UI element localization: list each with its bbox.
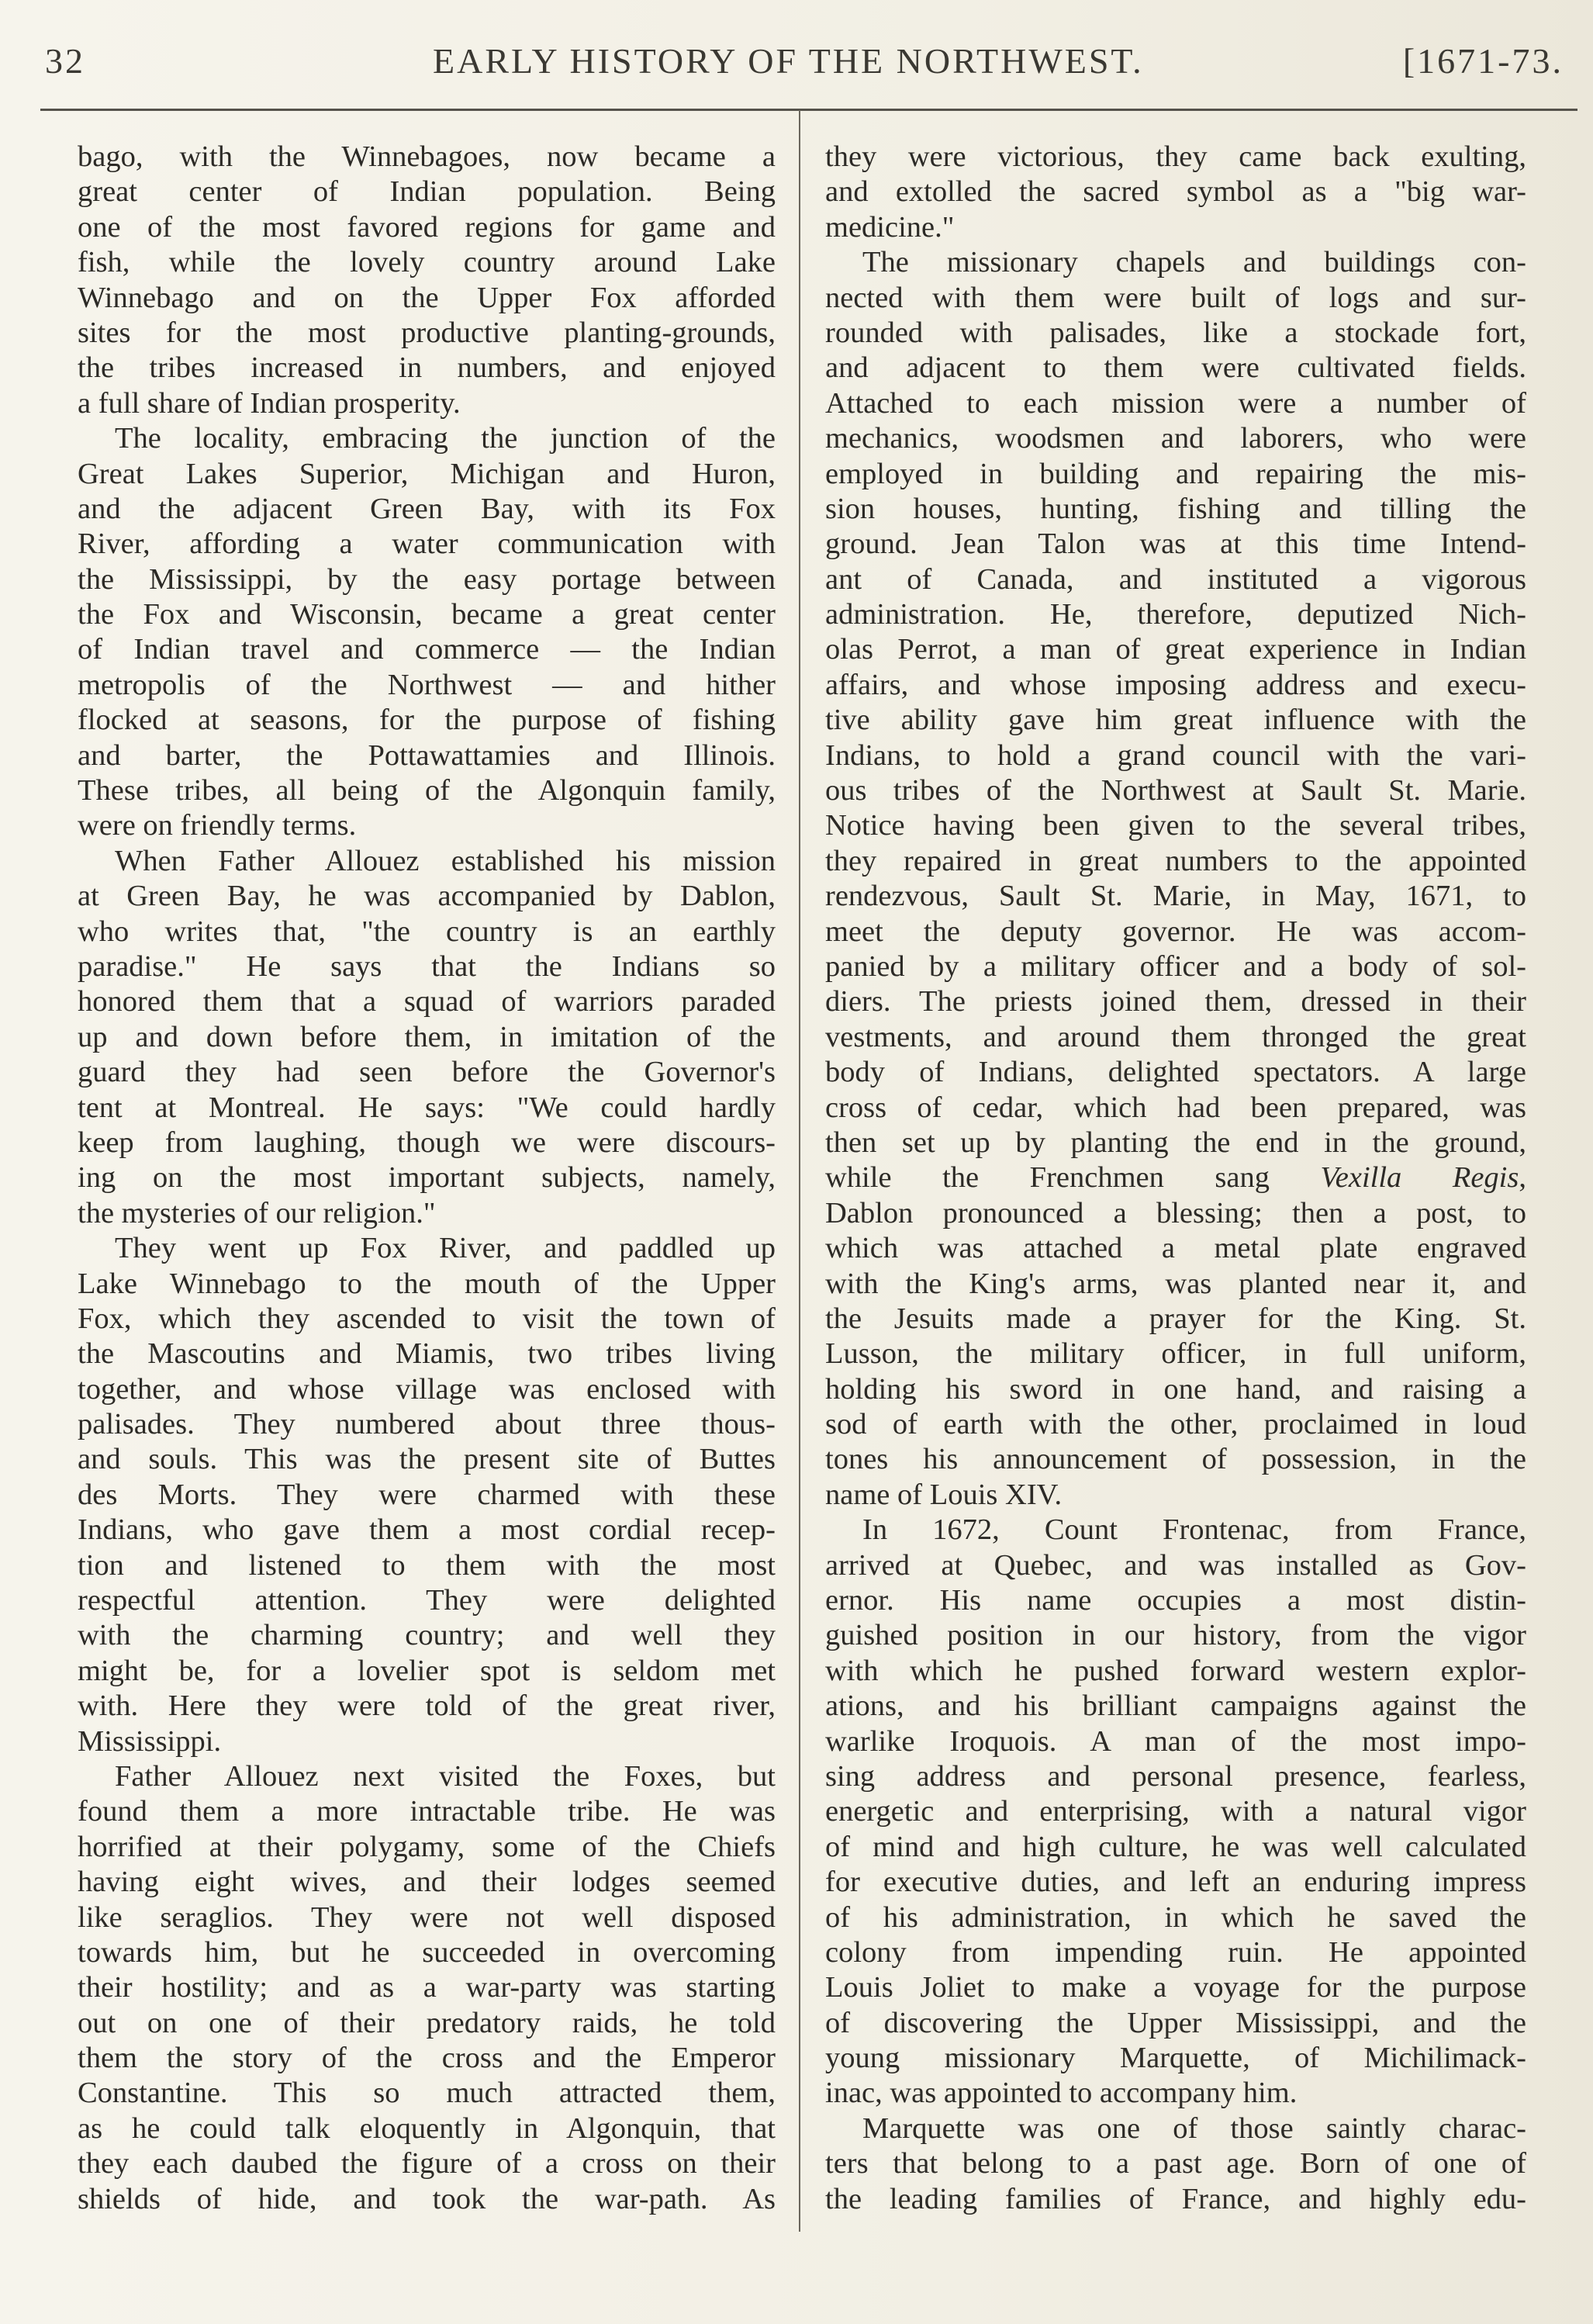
text-line: respectful attention. They were delighted	[78, 1584, 776, 1617]
text-line: they repaired in great numbers to the appointed	[825, 844, 1526, 877]
text-line: of Indian travel and commerce — the Indian	[78, 633, 776, 666]
text-line: tive ability gave him great influence with the	[825, 704, 1526, 737]
text-line: Mississippi.	[78, 1724, 222, 1758]
text-line: ant of Canada, and instituted a vigorous	[825, 562, 1526, 596]
text-line: as he could talk eloquently in Algonquin, that	[78, 2111, 776, 2145]
text-line: affairs, and whose imposing address and execu-	[825, 668, 1526, 701]
text-line: the leading families of France, and highly edu-	[825, 2182, 1526, 2215]
text-line: of mind and high culture, he was well calculated	[825, 1830, 1526, 1863]
text-line: inac, was appointed to accompany him.	[825, 2077, 1298, 2110]
text-line: up and down before them, in imitation of the	[78, 1020, 776, 1053]
text-line: which was attached a metal plate engraved	[825, 1232, 1526, 1265]
text-line: Winnebago and on the Upper Fox afforded	[78, 281, 776, 314]
text-line: sites for the most productive planting-grounds,	[78, 316, 776, 349]
text-line: of his administration, in which he saved the	[825, 1900, 1526, 1934]
text-line: the Mascoutins and Miamis, two tribes living	[78, 1337, 776, 1371]
text-line: bago, with the Winnebagoes, now became a	[78, 140, 776, 173]
text-line: ernor. His name occupies a most distin-	[825, 1584, 1526, 1617]
text-line: with which he pushed forward western explor-	[825, 1654, 1526, 1687]
text-line: tones his announcement of possession, in the	[825, 1443, 1526, 1476]
text-line: rendezvous, Sault St. Marie, in May, 1671, to	[825, 880, 1526, 913]
text-line: diers. The priests joined them, dressed in their	[825, 985, 1526, 1018]
text-line: rounded with palisades, like a stockade fort,	[825, 316, 1526, 349]
text-line: with the King's arms, was planted near it, and	[825, 1267, 1526, 1300]
text-line: paradise." He says that the Indians so	[78, 949, 776, 983]
text-line: medicine."	[825, 210, 955, 244]
text-line: nected with them were built of logs and sur-	[825, 281, 1526, 314]
text-line: and souls. This was the present site of Buttes	[78, 1443, 776, 1476]
text-line: Lake Winnebago to the mouth of the Upper	[78, 1267, 776, 1300]
text-line: keep from laughing, though we were discours-	[78, 1126, 776, 1159]
text-line: employed in building and repairing the mis-	[825, 457, 1526, 490]
text-line: a full share of Indian prosperity.	[78, 386, 461, 420]
text-line: Attached to each mission were a number of	[825, 386, 1526, 420]
text-line: name of Louis XIV.	[825, 1478, 1063, 1511]
text-line: them the story of the cross and the Emperor	[78, 2042, 776, 2075]
text-line: of discovering the Upper Mississippi, and the	[825, 2006, 1526, 2039]
text-line: flocked at seasons, for the purpose of fishing	[78, 704, 776, 737]
text-line: the Mississippi, by the easy portage between	[78, 562, 776, 596]
text-line: Marquette was one of those saintly charac-	[862, 2111, 1526, 2145]
year-range: [1671-73.	[1402, 41, 1564, 81]
text-line: ing on the most important subjects, namely,	[78, 1161, 776, 1195]
text-line: ations, and his brilliant campaigns against the	[825, 1689, 1526, 1723]
running-title: EARLY HISTORY OF THE NORTHWEST.	[433, 41, 1144, 81]
text-line: having eight wives, and their lodges seemed	[78, 1866, 776, 1899]
text-line: Indians, to hold a grand council with the vari-	[825, 738, 1526, 772]
text-line: Father Allouez next visited the Foxes, but	[115, 1759, 776, 1793]
text-line: Louis Joliet to make a voyage for the purpose	[825, 1971, 1526, 2004]
text-line: The locality, embracing the junction of the	[115, 422, 776, 455]
page-number: 32	[45, 41, 85, 81]
text-line: ground. Jean Talon was at this time Intend-	[825, 527, 1526, 561]
text-line: These tribes, all being of the Algonquin family,	[78, 774, 776, 808]
text-line: The missionary chapels and buildings con-	[862, 246, 1526, 279]
text-line: ters that belong to a past age. Born of one of	[825, 2147, 1526, 2180]
header-rule	[40, 109, 1577, 111]
text-line: then set up by planting the end in the ground,	[825, 1126, 1526, 1159]
text-line: warlike Iroquois. A man of the most impo-	[825, 1724, 1526, 1758]
text-line: colony from impending ruin. He appointed	[825, 1935, 1526, 1969]
text-line: like seraglios. They were not well disposed	[78, 1900, 776, 1934]
text-line: who writes that, "the country is an earthly	[78, 915, 776, 948]
text-line: shields of hide, and took the war-path. As	[78, 2182, 776, 2215]
text-line: meet the deputy governor. He was accom-	[825, 915, 1526, 948]
left-column	[78, 140, 776, 2217]
text-line: des Morts. They were charmed with these	[78, 1478, 776, 1511]
column-divider	[799, 110, 800, 2232]
text-line: and the adjacent Green Bay, with its Fox	[78, 492, 776, 525]
right-column	[825, 140, 1526, 2217]
text-line: Indians, who gave them a most cordial recep-	[78, 1513, 776, 1547]
text-line: Lusson, the military officer, in full uniform,	[825, 1337, 1526, 1371]
text-line: mechanics, woodsmen and laborers, who were	[825, 422, 1526, 455]
text-line: holding his sword in one hand, and raising a	[825, 1372, 1526, 1406]
text-line: sion houses, hunting, fishing and tilling the	[825, 492, 1526, 525]
text-line: palisades. They numbered about three thous-	[78, 1408, 776, 1441]
text-line: River, affording a water communication with	[78, 527, 776, 561]
text-line: Constantine. This so much attracted them,	[78, 2077, 776, 2110]
text-line: Dablon pronounced a blessing; then a post, to	[825, 1196, 1526, 1229]
text-line: tent at Montreal. He says: "We could hardly	[78, 1091, 776, 1124]
running-header	[45, 34, 1564, 82]
text-line: cross of cedar, which had been prepared, was	[825, 1091, 1526, 1124]
text-line: sod of earth with the other, proclaimed in loud	[825, 1408, 1526, 1441]
text-line: and barter, the Pottawattamies and Illinois.	[78, 738, 776, 772]
text-line: sing address and personal presence, fearless,	[825, 1759, 1526, 1793]
text-line: together, and whose village was enclosed with	[78, 1372, 776, 1406]
text-line: metropolis of the Northwest — and hither	[78, 668, 776, 701]
text-line: ous tribes of the Northwest at Sault St. Marie.	[825, 774, 1526, 808]
text-line: tion and listened to them with the most	[78, 1548, 776, 1582]
text-line: vestments, and around them thronged the great	[825, 1020, 1526, 1053]
song-title: Vexilla Regis	[1320, 1161, 1519, 1195]
text-line: olas Perrot, a man of great experience in Indian	[825, 633, 1526, 666]
text-line: fish, while the lovely country around Lake	[78, 246, 776, 279]
text-line: might be, for a lovelier spot is seldom met	[78, 1654, 776, 1687]
text-line: with the charming country; and well they	[78, 1619, 776, 1652]
text-line: horrified at their polygamy, some of the Chiefs	[78, 1830, 776, 1863]
text-line: administration. He, therefore, deputized Nich-	[825, 598, 1526, 631]
text-line: while the Frenchmen sang Vexilla Regis,	[825, 1161, 1526, 1195]
text-line: at Green Bay, he was accompanied by Dablon,	[78, 880, 776, 913]
text-line: guished position in our history, from the vigor	[825, 1619, 1526, 1652]
text-line: they were victorious, they came back exulting,	[825, 140, 1526, 173]
text-line: the tribes increased in numbers, and enjoyed	[78, 351, 776, 385]
text-line: guard they had seen before the Governor's	[78, 1056, 776, 1089]
text-line: their hostility; and as a war-party was starting	[78, 1971, 776, 2004]
text-line: towards him, but he succeeded in overcoming	[78, 1935, 776, 1969]
text-line: the mysteries of our religion."	[78, 1196, 436, 1229]
text-line: young missionary Marquette, of Michilimack-	[825, 2042, 1526, 2075]
text-line: Great Lakes Superior, Michigan and Huron,	[78, 457, 776, 490]
text-line: found them a more intractable tribe. He was	[78, 1795, 776, 1828]
text-line: arrived at Quebec, and was installed as Gov-	[825, 1548, 1526, 1582]
text-line: the Jesuits made a prayer for the King. St.	[825, 1302, 1526, 1335]
text-line: panied by a military officer and a body of sol-	[825, 949, 1526, 983]
text-line: When Father Allouez established his mission	[115, 844, 776, 877]
text-line: and adjacent to them were cultivated fields.	[825, 351, 1526, 385]
text-line: Fox, which they ascended to visit the town of	[78, 1302, 776, 1335]
text-line: They went up Fox River, and paddled up	[115, 1232, 776, 1265]
text-line: body of Indians, delighted spectators. A large	[825, 1056, 1526, 1089]
text-line: and extolled the sacred symbol as a "big war-	[825, 175, 1526, 209]
text-line: one of the most favored regions for game and	[78, 210, 776, 244]
text-line: with. Here they were told of the great river,	[78, 1689, 776, 1723]
text-line: out on one of their predatory raids, he told	[78, 2006, 776, 2039]
text-line: energetic and enterprising, with a natural vigor	[825, 1795, 1526, 1828]
text-line: Notice having been given to the several tribes,	[825, 809, 1526, 842]
text-line: In 1672, Count Frontenac, from France,	[862, 1513, 1526, 1547]
text-line: they each daubed the figure of a cross on their	[78, 2147, 776, 2180]
text-line: great center of Indian population. Being	[78, 175, 776, 209]
text-line: honored them that a squad of warriors paraded	[78, 985, 776, 1018]
text-line: the Fox and Wisconsin, became a great center	[78, 598, 776, 631]
text-line: were on friendly terms.	[78, 809, 357, 842]
text-line: for executive duties, and left an enduring impress	[825, 1866, 1526, 1899]
